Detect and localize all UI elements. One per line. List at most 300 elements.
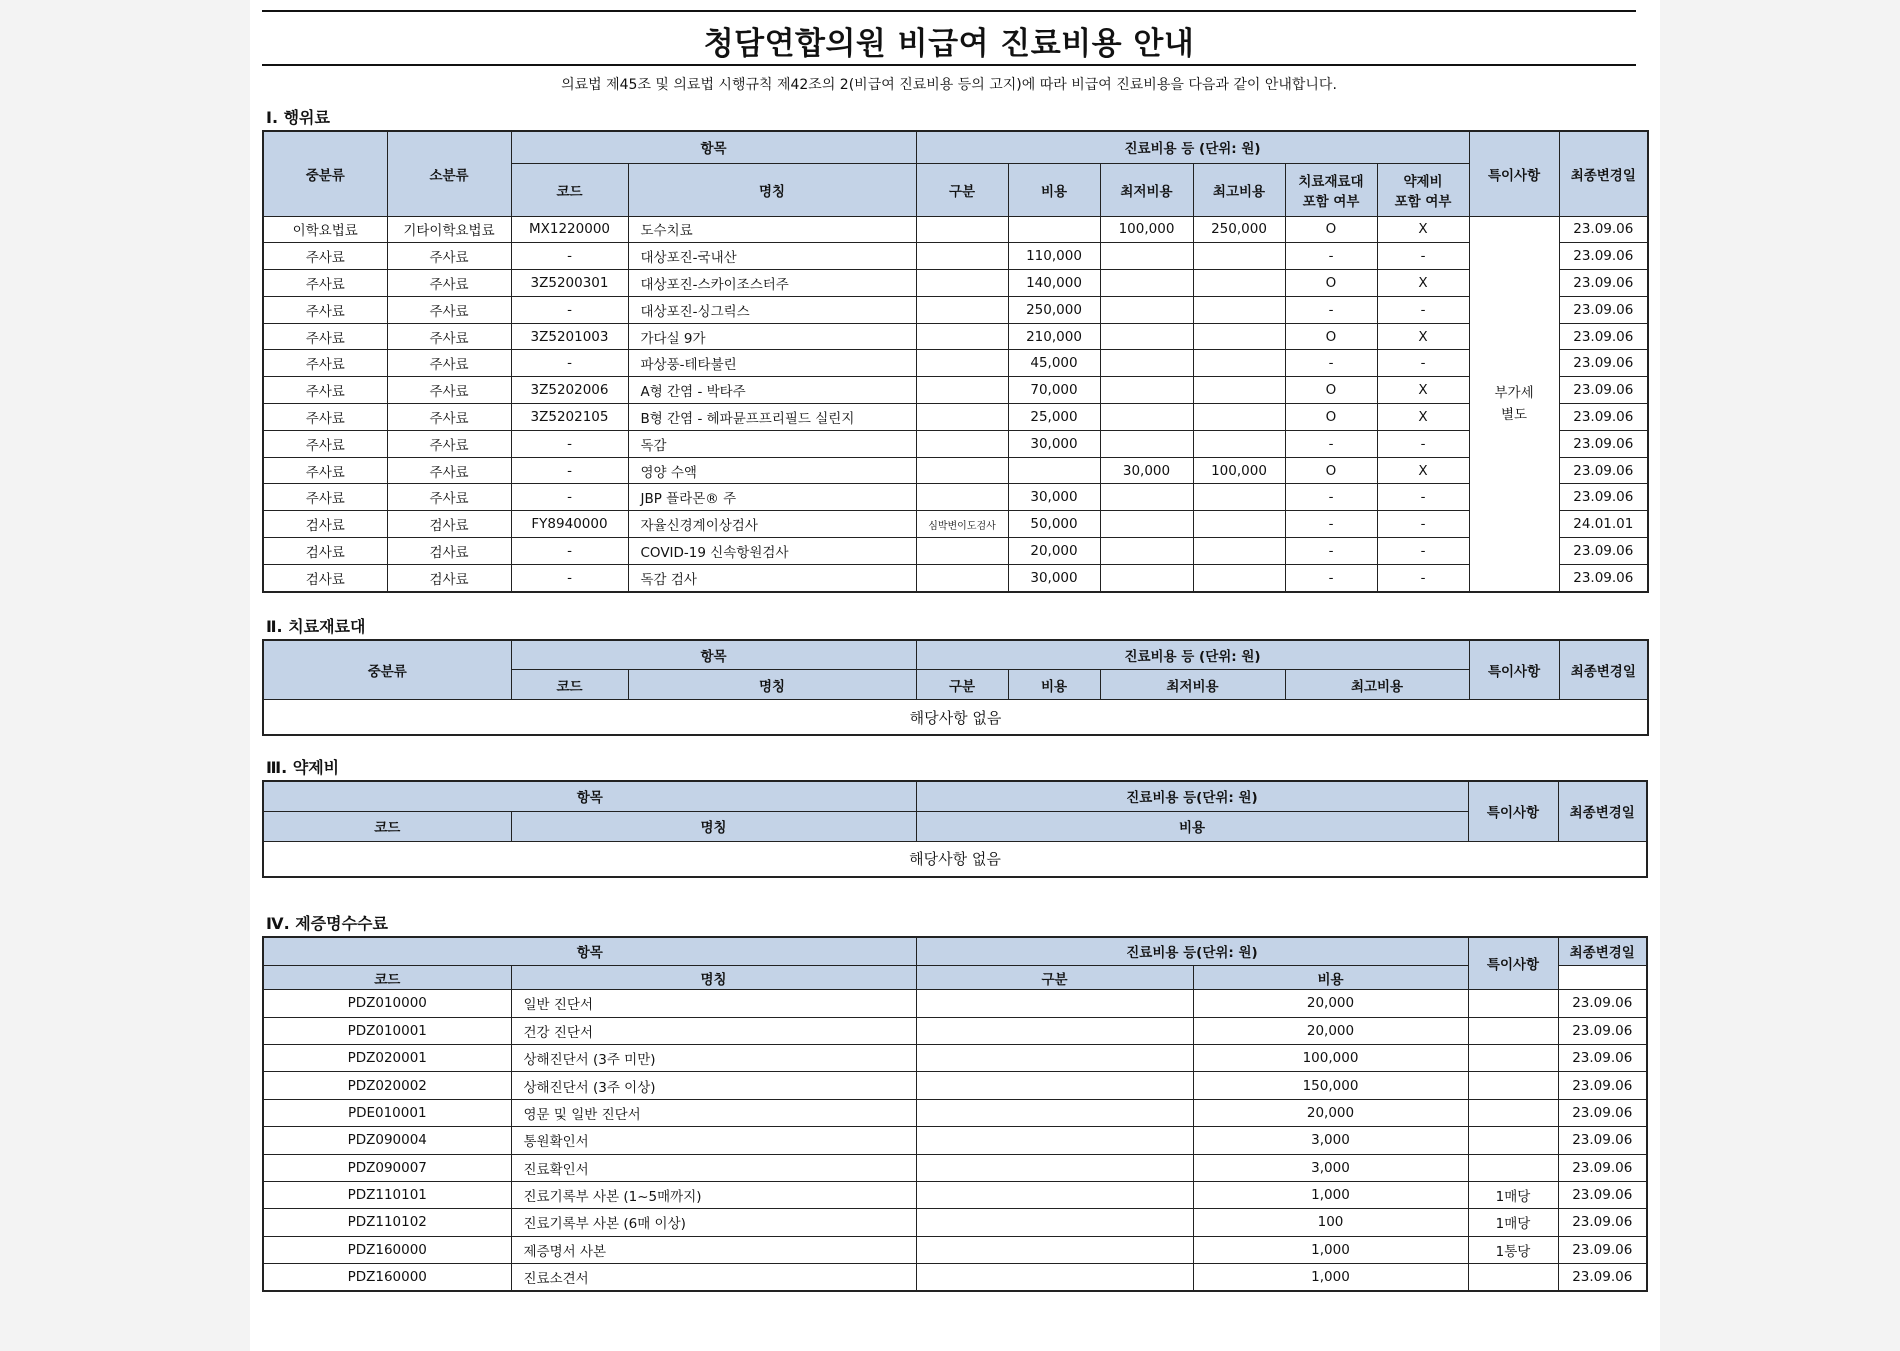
table-row — [263, 1209, 1647, 1236]
header-code: 코드 — [263, 811, 511, 841]
table-cell: A형 간염 - 박타주 — [628, 377, 916, 404]
table-cell: 1,000 — [1193, 1181, 1468, 1208]
table-cell: 검사료 — [263, 564, 387, 591]
table-cell: 검사료 — [387, 564, 511, 591]
header-kind: 구분 — [916, 670, 1008, 700]
header-cost-group: 진료비용 등(단위: 원) — [916, 781, 1468, 811]
table-cell: - — [511, 457, 628, 484]
table-cell: 독감 — [628, 430, 916, 457]
table-cell: 진료기록부 사본 (6매 이상) — [511, 1209, 916, 1236]
table-cell: - — [511, 296, 628, 323]
table-cell — [1193, 484, 1285, 511]
header-item: 항목 — [511, 640, 916, 670]
table-cell: 30,000 — [1008, 564, 1100, 591]
header-cost-group: 진료비용 등 (단위: 원) — [916, 131, 1469, 163]
table-cell — [916, 1017, 1193, 1044]
table-cell — [916, 1154, 1193, 1181]
table-cell: PDZ010001 — [263, 1017, 511, 1044]
table-cell: 영양 수액 — [628, 457, 916, 484]
header-cost-group: 진료비용 등 (단위: 원) — [916, 640, 1469, 670]
table-cell: - — [1285, 484, 1377, 511]
table-cell: 주사료 — [263, 404, 387, 431]
table-row — [263, 350, 1648, 377]
table-cell: 검사료 — [263, 538, 387, 565]
table-row — [263, 404, 1648, 431]
table-cell: 3,000 — [1193, 1154, 1468, 1181]
certificate-fees-rows — [263, 990, 1647, 1292]
table-cell — [1100, 484, 1193, 511]
table-cell — [916, 1127, 1193, 1154]
table-cell: 23.09.06 — [1558, 1181, 1647, 1208]
table-cell — [1193, 243, 1285, 270]
table-cell: PDZ010000 — [263, 990, 511, 1017]
table-cell: 100,000 — [1100, 216, 1193, 243]
table-cell: 주사료 — [387, 296, 511, 323]
table-cell — [916, 990, 1193, 1017]
table-cell: 1통당 — [1468, 1236, 1558, 1263]
table-cell: 140,000 — [1008, 270, 1100, 297]
table-row — [263, 564, 1648, 591]
table-row — [263, 538, 1648, 565]
table-cell: 이학요법료 — [263, 216, 387, 243]
table-cell: - — [1285, 350, 1377, 377]
table-cell: X — [1377, 457, 1469, 484]
table-cell: 주사료 — [263, 243, 387, 270]
document-title: 청담연합의원 비급여 진료비용 안내 — [262, 12, 1636, 66]
table-cell: 주사료 — [387, 430, 511, 457]
table-cell: 검사료 — [387, 511, 511, 538]
table-cell-last-changed: 23.09.06 — [1559, 216, 1648, 243]
table-cell: 일반 진단서 — [511, 990, 916, 1017]
table-cell: 독감 검사 — [628, 564, 916, 591]
header-max-cost: 최고비용 — [1285, 670, 1469, 700]
table-cell: - — [1377, 243, 1469, 270]
table-cell: - — [1285, 511, 1377, 538]
table-cell-last-changed: 23.09.06 — [1559, 457, 1648, 484]
table-cell — [1100, 404, 1193, 431]
section-4-title: Ⅳ. 제증명수수료 — [266, 913, 388, 933]
table-cell: 가다실 9가 — [628, 323, 916, 350]
table-cell: - — [511, 564, 628, 591]
table-cell — [1193, 511, 1285, 538]
header-code: 코드 — [511, 163, 628, 216]
table-cell: 1,000 — [1193, 1236, 1468, 1263]
document-body — [262, 0, 1636, 1292]
table-cell: X — [1377, 404, 1469, 431]
table-cell: 110,000 — [1008, 243, 1100, 270]
table-cell: 주사료 — [263, 484, 387, 511]
table-cell: 3Z5202105 — [511, 404, 628, 431]
table-cell — [1193, 404, 1285, 431]
table-cell: 23.09.06 — [1558, 1017, 1647, 1044]
header-material-line2: 포함 여부 — [1302, 193, 1360, 210]
table-cell: 제증명서 사본 — [511, 1236, 916, 1263]
table-row — [263, 1072, 1647, 1099]
table-row — [263, 323, 1648, 350]
table-cell: - — [1377, 296, 1469, 323]
table-material-fees — [262, 639, 1649, 737]
table-cell: 20,000 — [1008, 538, 1100, 565]
table-cell: 대상포진-국내산 — [628, 243, 916, 270]
header-item: 항목 — [263, 781, 916, 811]
table-cell: 검사료 — [387, 538, 511, 565]
table-cell — [1193, 538, 1285, 565]
table-cell: 심박변이도검사 — [916, 511, 1008, 538]
table-cell: O — [1285, 323, 1377, 350]
table-cell-last-changed: 23.09.06 — [1559, 430, 1648, 457]
table-row — [263, 296, 1648, 323]
table-cell: 진료소견서 — [511, 1264, 916, 1292]
table-cell: 20,000 — [1193, 990, 1468, 1017]
table-cell: - — [1285, 243, 1377, 270]
table-cell: 대상포진-스카이조스터주 — [628, 270, 916, 297]
table-cell: 70,000 — [1008, 377, 1100, 404]
table-cell: 23.09.06 — [1558, 1072, 1647, 1099]
table-row — [263, 1017, 1647, 1044]
table-cell: 주사료 — [263, 350, 387, 377]
table-cell: 100 — [1193, 1209, 1468, 1236]
table-cell: 30,000 — [1008, 430, 1100, 457]
table-cell-last-changed: 23.09.06 — [1559, 270, 1648, 297]
header-drug-line2: 포함 여부 — [1394, 193, 1452, 210]
table-cell: 진료기록부 사본 (1~5매까지) — [511, 1181, 916, 1208]
table-cell: 진료확인서 — [511, 1154, 916, 1181]
intro-text: 의료법 제45조 및 의료법 시행규칙 제42조의 2(비급여 진료비용 등의 고지)에 따라 비급여 진료비용을 다음과 같이 안내합니다. — [561, 77, 1337, 93]
header-name: 명칭 — [511, 966, 916, 990]
table-cell — [916, 270, 1008, 297]
table-cell: 주사료 — [263, 296, 387, 323]
table-cell: 23.09.06 — [1558, 1209, 1647, 1236]
table-cell — [1468, 1072, 1558, 1099]
table-cell: 3Z5202006 — [511, 377, 628, 404]
table-cell: 50,000 — [1008, 511, 1100, 538]
header-note: 특이사항 — [1468, 937, 1558, 990]
table-cell: 23.09.06 — [1558, 1154, 1647, 1181]
table-cell: - — [1377, 564, 1469, 591]
table-cell-last-changed: 23.09.06 — [1559, 323, 1648, 350]
table-cell: - — [1285, 538, 1377, 565]
table-cell — [1468, 1264, 1558, 1292]
table-row — [263, 1044, 1647, 1071]
procedure-fees-rows — [263, 216, 1648, 592]
table-cell: 3Z5201003 — [511, 323, 628, 350]
table-cell: PDZ110102 — [263, 1209, 511, 1236]
table-cell — [916, 350, 1008, 377]
table-cell — [1008, 216, 1100, 243]
table-cell — [916, 1072, 1193, 1099]
table-cell — [916, 1209, 1193, 1236]
table-cell: 23.09.06 — [1558, 1099, 1647, 1126]
table-cell: - — [1285, 430, 1377, 457]
table-cell: - — [1377, 350, 1469, 377]
table-cell — [916, 457, 1008, 484]
table-cell — [916, 538, 1008, 565]
table-cell: 주사료 — [263, 457, 387, 484]
table-cell — [1100, 511, 1193, 538]
table-cell — [1100, 350, 1193, 377]
table-cell: - — [1377, 511, 1469, 538]
table-row — [263, 457, 1648, 484]
table-cell: 250,000 — [1008, 296, 1100, 323]
table-row — [263, 430, 1648, 457]
table-cell — [1100, 296, 1193, 323]
table-cell: 주사료 — [387, 404, 511, 431]
table-row — [263, 990, 1647, 1017]
table-row — [263, 377, 1648, 404]
table-cell — [1193, 323, 1285, 350]
header-last-changed: 최종변경일 — [1559, 640, 1648, 700]
table-row — [263, 1236, 1647, 1263]
header-kind: 구분 — [916, 966, 1193, 990]
table-cell: - — [511, 430, 628, 457]
table-cell — [1468, 1099, 1558, 1126]
empty-message: 해당사항 없음 — [263, 841, 1647, 877]
table-cell: 주사료 — [263, 430, 387, 457]
table-certificate-fees — [262, 936, 1648, 1293]
table-cell: 20,000 — [1193, 1099, 1468, 1126]
header-code: 코드 — [263, 966, 511, 990]
table-cell: 1,000 — [1193, 1264, 1468, 1292]
table-cell-last-changed: 23.09.06 — [1559, 538, 1648, 565]
table-cell: PDZ020001 — [263, 1044, 511, 1071]
table-cell: PDE010001 — [263, 1099, 511, 1126]
table-cell — [1468, 1017, 1558, 1044]
table-row — [263, 1099, 1647, 1126]
header-cost: 비용 — [1008, 163, 1100, 216]
table-row — [263, 484, 1648, 511]
table-cell: PDZ020002 — [263, 1072, 511, 1099]
table-cell — [1100, 538, 1193, 565]
table-cell: 상해진단서 (3주 미만) — [511, 1044, 916, 1071]
table-cell: PDZ090004 — [263, 1127, 511, 1154]
table-cell: - — [1285, 564, 1377, 591]
table-cell — [916, 1044, 1193, 1071]
table-cell: 주사료 — [263, 270, 387, 297]
header-name: 명칭 — [628, 670, 916, 700]
table-cell — [916, 1236, 1193, 1263]
table-drug-fees — [262, 780, 1648, 878]
table-row — [263, 1154, 1647, 1181]
table-cell: X — [1377, 216, 1469, 243]
header-last-changed: 최종변경일 — [1558, 781, 1647, 841]
table-row — [263, 511, 1648, 538]
table-cell: 23.09.06 — [1558, 1236, 1647, 1263]
table-cell: B형 간염 - 헤파뮨프프리필드 실린지 — [628, 404, 916, 431]
header-last-changed: 최종변경일 — [1558, 937, 1647, 966]
table-cell: - — [511, 243, 628, 270]
header-blank — [1558, 966, 1647, 990]
table-cell — [916, 377, 1008, 404]
table-cell: 주사료 — [263, 377, 387, 404]
table-cell: 210,000 — [1008, 323, 1100, 350]
table-cell: O — [1285, 377, 1377, 404]
header-min-cost: 최저비용 — [1100, 163, 1193, 216]
table-cell — [916, 1181, 1193, 1208]
table-cell: 100,000 — [1193, 457, 1285, 484]
table-cell: 주사료 — [387, 243, 511, 270]
table-cell — [916, 1099, 1193, 1126]
table-row — [263, 243, 1648, 270]
table-cell — [916, 296, 1008, 323]
table-cell — [1008, 457, 1100, 484]
header-cost: 비용 — [1008, 670, 1100, 700]
table-row — [263, 1264, 1647, 1292]
table-cell: 주사료 — [387, 270, 511, 297]
header-material-line1: 치료재료대 — [1298, 173, 1364, 190]
table-cell: 건강 진단서 — [511, 1017, 916, 1044]
table-cell — [1468, 990, 1558, 1017]
table-cell: X — [1377, 377, 1469, 404]
table-cell — [1193, 296, 1285, 323]
table-cell: COVID-19 신속항원검사 — [628, 538, 916, 565]
table-cell: O — [1285, 270, 1377, 297]
table-cell — [916, 216, 1008, 243]
table-cell: 45,000 — [1008, 350, 1100, 377]
table-cell: 3Z5200301 — [511, 270, 628, 297]
table-cell-last-changed: 23.09.06 — [1559, 404, 1648, 431]
table-cell: 주사료 — [387, 323, 511, 350]
table-cell: - — [511, 538, 628, 565]
table-cell — [1193, 377, 1285, 404]
table-cell: MX1220000 — [511, 216, 628, 243]
table-cell: PDZ160000 — [263, 1264, 511, 1292]
table-row — [263, 1181, 1647, 1208]
table-cell — [1193, 350, 1285, 377]
table-cell — [1100, 243, 1193, 270]
table-cell — [1100, 564, 1193, 591]
table-cell: 주사료 — [387, 484, 511, 511]
table-cell: PDZ090007 — [263, 1154, 511, 1181]
table-cell — [1193, 564, 1285, 591]
header-drug-included — [1377, 163, 1469, 216]
table-cell: FY8940000 — [511, 511, 628, 538]
header-last-changed: 최종변경일 — [1559, 131, 1648, 216]
table-cell: 자율신경계이상검사 — [628, 511, 916, 538]
table-cell: 1매당 — [1468, 1181, 1558, 1208]
table-row — [263, 1127, 1647, 1154]
table-procedure-fees — [262, 130, 1649, 593]
table-cell: 30,000 — [1100, 457, 1193, 484]
table-cell — [916, 484, 1008, 511]
table-cell: 파상풍-테타불린 — [628, 350, 916, 377]
table-cell — [1100, 323, 1193, 350]
table-cell: X — [1377, 270, 1469, 297]
header-name: 명칭 — [511, 811, 916, 841]
table-cell: 23.09.06 — [1558, 1044, 1647, 1071]
section-3-title: Ⅲ. 약제비 — [266, 758, 340, 778]
header-cost-group: 진료비용 등(단위: 원) — [916, 937, 1468, 966]
header-kind: 구분 — [916, 163, 1008, 216]
table-cell — [916, 243, 1008, 270]
table-cell: - — [1377, 538, 1469, 565]
table-cell: 25,000 — [1008, 404, 1100, 431]
table-cell — [1100, 430, 1193, 457]
table-cell: 영문 및 일반 진단서 — [511, 1099, 916, 1126]
table-cell-last-changed: 23.09.06 — [1559, 564, 1648, 591]
header-item: 항목 — [263, 937, 916, 966]
table-cell — [1100, 270, 1193, 297]
table-cell — [1468, 1127, 1558, 1154]
table-cell — [916, 323, 1008, 350]
header-sub-category: 소분류 — [387, 131, 511, 216]
table-cell: 1매당 — [1468, 1209, 1558, 1236]
table-cell: 30,000 — [1008, 484, 1100, 511]
table-cell: PDZ110101 — [263, 1181, 511, 1208]
header-cost: 비용 — [1193, 966, 1468, 990]
table-cell — [1468, 1154, 1558, 1181]
table-cell: 20,000 — [1193, 1017, 1468, 1044]
header-item: 항목 — [511, 131, 916, 163]
table-cell: 150,000 — [1193, 1072, 1468, 1099]
header-cost: 비용 — [916, 811, 1468, 841]
table-cell: JBP 플라몬® 주 — [628, 484, 916, 511]
header-name: 명칭 — [628, 163, 916, 216]
table-cell: 통원확인서 — [511, 1127, 916, 1154]
header-drug-line1: 약제비 — [1403, 173, 1443, 190]
table-cell-last-changed: 23.09.06 — [1559, 243, 1648, 270]
section-1-title: Ⅰ. 행위료 — [266, 108, 330, 127]
header-material-included — [1285, 163, 1377, 216]
header-mid-category: 중분류 — [263, 131, 387, 216]
table-cell: 250,000 — [1193, 216, 1285, 243]
table-cell: 상해진단서 (3주 이상) — [511, 1072, 916, 1099]
table-cell: 기타이학요법료 — [387, 216, 511, 243]
table-cell: 도수치료 — [628, 216, 916, 243]
table-cell: 23.09.06 — [1558, 1264, 1647, 1292]
table-cell: O — [1285, 457, 1377, 484]
table-cell: 주사료 — [263, 323, 387, 350]
header-note: 특이사항 — [1468, 781, 1558, 841]
table-cell — [1193, 430, 1285, 457]
table-cell — [916, 404, 1008, 431]
table-cell: 대상포진-싱그릭스 — [628, 296, 916, 323]
table-cell — [916, 430, 1008, 457]
table-cell: 23.09.06 — [1558, 1127, 1647, 1154]
table-cell: O — [1285, 404, 1377, 431]
table-cell-last-changed: 23.09.06 — [1559, 484, 1648, 511]
header-max-cost: 최고비용 — [1193, 163, 1285, 216]
header-code: 코드 — [511, 670, 628, 700]
table-cell: - — [1377, 430, 1469, 457]
header-min-cost: 최저비용 — [1100, 670, 1285, 700]
table-cell: 검사료 — [263, 511, 387, 538]
table-cell-last-changed: 23.09.06 — [1559, 296, 1648, 323]
table-row — [263, 216, 1648, 243]
header-mid-category: 중분류 — [263, 640, 511, 700]
table-cell — [916, 564, 1008, 591]
header-note: 특이사항 — [1469, 640, 1559, 700]
table-cell: 100,000 — [1193, 1044, 1468, 1071]
table-cell: - — [511, 484, 628, 511]
table-cell: 주사료 — [387, 350, 511, 377]
table-cell-last-changed: 24.01.01 — [1559, 511, 1648, 538]
table-cell: - — [1285, 296, 1377, 323]
table-cell: 3,000 — [1193, 1127, 1468, 1154]
header-note: 특이사항 — [1469, 131, 1559, 216]
note-cell-vat-excluded: 부가세 별도 — [1469, 216, 1559, 592]
table-cell — [1100, 377, 1193, 404]
table-cell: - — [1377, 484, 1469, 511]
table-cell: 주사료 — [387, 457, 511, 484]
table-cell: 주사료 — [387, 377, 511, 404]
table-cell: X — [1377, 323, 1469, 350]
table-cell: 23.09.06 — [1558, 990, 1647, 1017]
table-cell: O — [1285, 216, 1377, 243]
table-cell: - — [511, 350, 628, 377]
table-cell — [1468, 1044, 1558, 1071]
table-cell-last-changed: 23.09.06 — [1559, 350, 1648, 377]
table-row — [263, 270, 1648, 297]
